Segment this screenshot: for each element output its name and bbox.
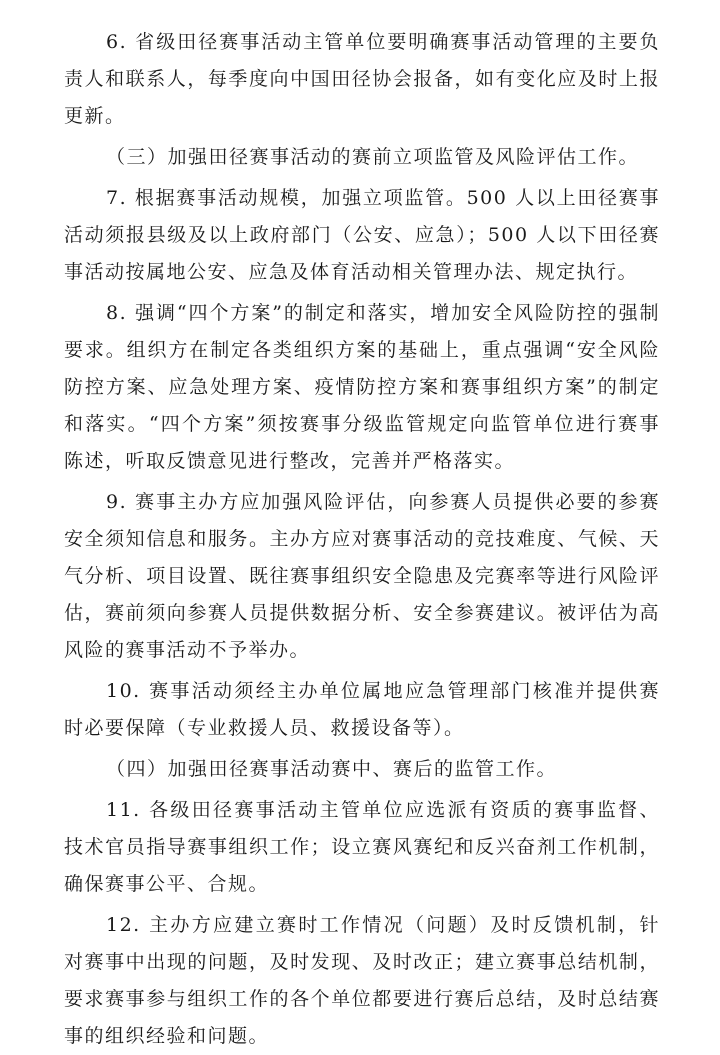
paragraph-10: 10. 赛事活动须经主办单位属地应急管理部门核准并提供赛时必要保障（专业救援人员、救援设备等）。 (64, 680, 660, 739)
paragraph-11: 11. 各级田径赛事活动主管单位应选派有资质的赛事监督、技术官员指导赛事组织工作；设立赛风赛纪和反兴奋剂工作机制，确保赛事公平、合规。 (64, 799, 660, 895)
document-page (64, 24, 660, 1047)
section-heading-3: （三）加强田径赛事活动的赛前立项监管及风险评估工作。 (106, 146, 640, 168)
paragraph-8: 8. 强调“四个方案”的制定和落实，增加安全风险防控的强制要求。组织方在制定各类组织方案的基础上，重点强调“安全风险防控方案、应急处理方案、疫情防控方案和赛事组织方案”的制定和落实。“四个方案”须按赛事分级监管规定向监管单位进行赛事陈述，听取反馈意见进行整改，完善并严格落实。 (64, 302, 660, 472)
paragraph-7: 7. 根据赛事活动规模，加强立项监管。500 人以上田径赛事活动须报县级及以上政府部门（公安、应急）；500 人以下田径赛事活动按属地公安、应急及体育活动相关管理办法、规定执行。 (64, 187, 660, 283)
section-heading-4: （四）加强田径赛事活动赛中、赛后的监管工作。 (106, 758, 558, 780)
paragraph-12: 12. 主办方应建立赛时工作情况（问题）及时反馈机制，针对赛事中出现的问题，及时发现、及时改正；建立赛事总结机制，要求赛事参与组织工作的各个单位都要进行赛后总结，及时总结赛事的组织经验和问题。 (64, 914, 660, 1047)
paragraph-9: 9. 赛事主办方应加强风险评估，向参赛人员提供必要的参赛安全须知信息和服务。主办方应对赛事活动的竞技难度、气候、天气分析、项目设置、既往赛事组织安全隐患及完赛率等进行风险评估，赛前须向参赛人员提供数据分析、安全参赛建议。被评估为高风险的赛事活动不予举办。 (64, 491, 660, 661)
paragraph-6: 6. 省级田径赛事活动主管单位要明确赛事活动管理的主要负责人和联系人，每季度向中国田径协会报备，如有变化应及时上报更新。 (64, 31, 660, 127)
